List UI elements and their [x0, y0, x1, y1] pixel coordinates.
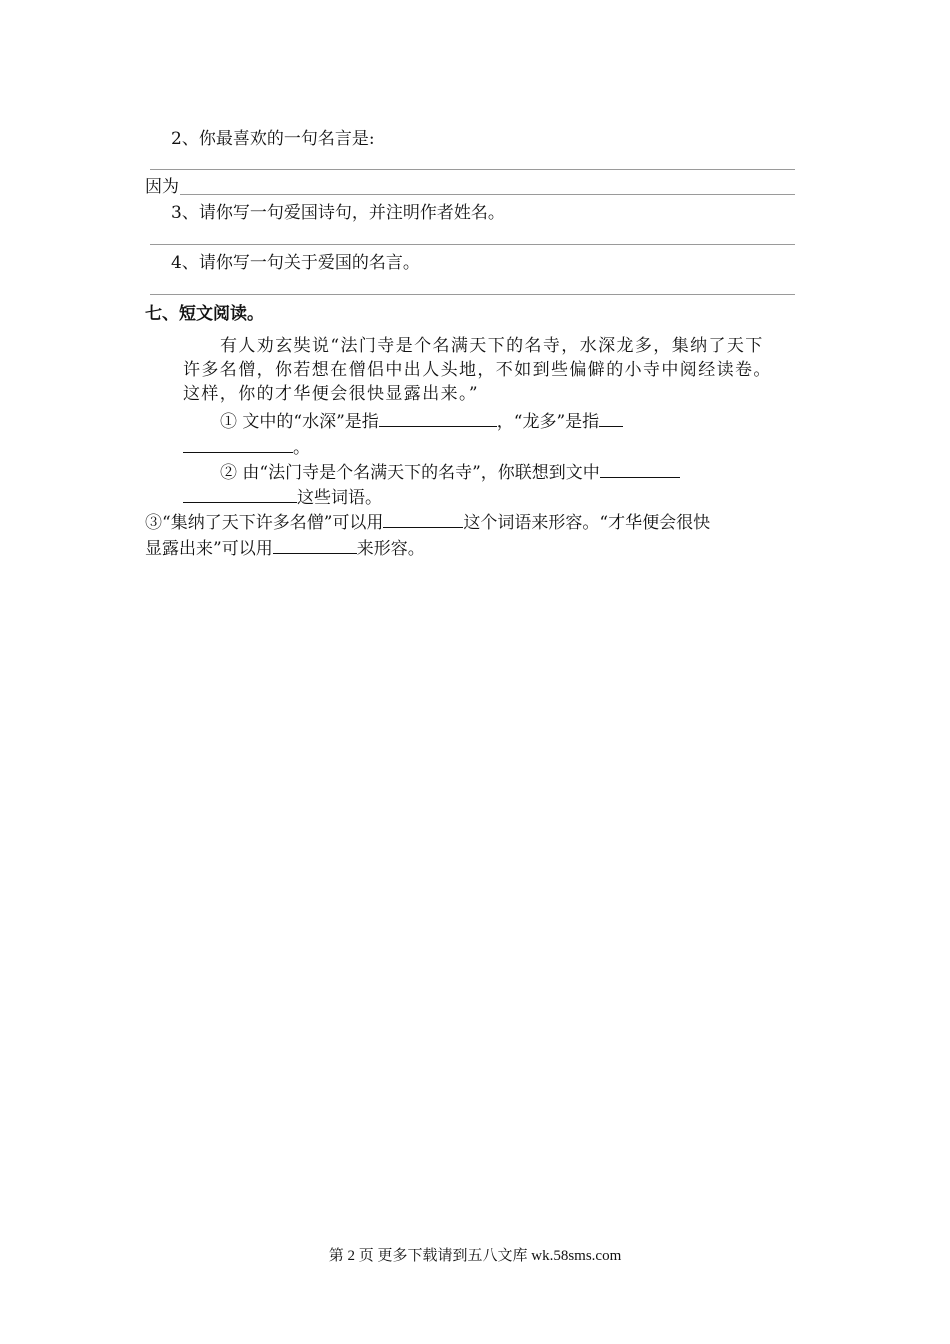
- answer-blank[interactable]: [599, 409, 623, 427]
- answer-blank[interactable]: [600, 460, 680, 478]
- page-footer: 第 2 页 更多下载请到五八文库 wk.58sms.com: [328, 1248, 622, 1264]
- reading-question-3-cont: [145, 536, 425, 561]
- reading-question-3: [145, 510, 710, 535]
- reading-question-2-cont: [183, 485, 382, 510]
- passage-line: 这样，你的才华便会很快显露出来。”: [183, 384, 479, 404]
- answer-blank[interactable]: [379, 409, 497, 427]
- passage-line: 有人劝玄奘说“法门寺是个名满天下的名寺，水深龙多，集纳了天下: [220, 336, 764, 356]
- question-text: 这个词语来形容。“才华便会很快: [463, 513, 711, 533]
- answer-blank[interactable]: [383, 510, 463, 528]
- answer-line: [180, 194, 795, 195]
- question-text: 这些词语。: [297, 488, 382, 508]
- question-text: ② 由“法门寺是个名满天下的名寺”，你联想到文中: [220, 463, 600, 483]
- question-text: 。: [293, 438, 310, 458]
- reading-question-2: [220, 460, 680, 485]
- because-label: 因为: [145, 177, 179, 197]
- answer-blank[interactable]: [273, 536, 357, 554]
- question-4: 4、请你写一句关于爱国的名言。: [171, 253, 420, 273]
- answer-blank[interactable]: [183, 435, 293, 453]
- question-text: ③“集纳了天下许多名僧”可以用: [145, 513, 384, 533]
- question-text: 来形容。: [356, 539, 425, 559]
- question-3: 3、请你写一句爱国诗句，并注明作者姓名。: [171, 203, 505, 223]
- reading-question-1-cont: [183, 435, 310, 460]
- question-text: ，“龙多”是指: [496, 412, 600, 432]
- section-heading: 七、短文阅读。: [145, 304, 264, 324]
- passage-line: 许多名僧，你若想在僧侣中出人头地，不如到些偏僻的小寺中阅经读卷。: [183, 360, 772, 380]
- reading-question-1: [220, 409, 623, 434]
- question-text: 显露出来”可以用: [145, 539, 273, 559]
- question-text: ① 文中的“水深”是指: [220, 412, 379, 432]
- answer-blank[interactable]: [183, 485, 297, 503]
- answer-line: [150, 169, 795, 170]
- question-2: 2、你最喜欢的一句名言是:: [171, 129, 375, 149]
- answer-line: [150, 294, 795, 295]
- answer-line: [150, 244, 795, 245]
